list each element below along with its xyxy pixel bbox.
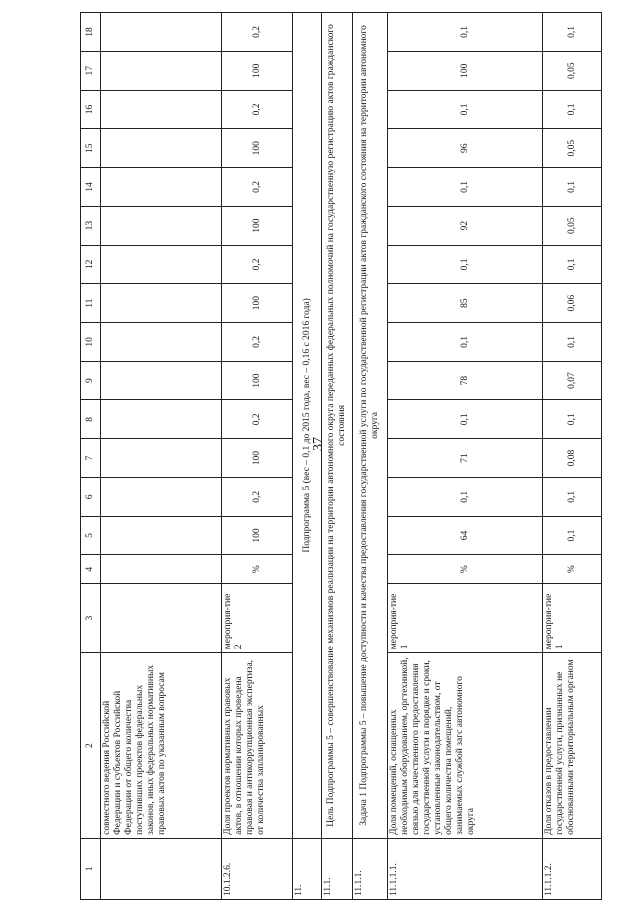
header-cell: 2	[81, 653, 101, 839]
subprogram-title: Подпрограмма 5 (вес – 0,1 до 2015 года, вес – 0,16 с 2016 года)	[293, 13, 322, 839]
header-cell: 17	[81, 51, 101, 90]
row-number: 11.	[293, 838, 322, 899]
value-cell: 92	[388, 206, 543, 245]
value-cell: 64	[388, 516, 543, 555]
indicator-name: совместного ведения Российской Федерации и субъектов Российской Федерации от общего количества поступивших проектов федеральных законов, иных федеральных нормативных правовых актов по указанным вопросам	[101, 653, 222, 839]
header-row	[81, 13, 101, 900]
value-cell: 71	[388, 439, 543, 478]
table-row-11	[293, 13, 322, 900]
value-cell: 100	[388, 51, 543, 90]
unit: %	[222, 555, 293, 584]
header-cell: 6	[81, 477, 101, 516]
value-cell: 0,2	[222, 477, 293, 516]
page-number: 37	[311, 437, 326, 451]
value-cell: 0,1	[543, 168, 602, 207]
table-row-10-1-2-6	[222, 13, 293, 900]
table-row-11-1-1-2	[543, 13, 602, 900]
value-cell: 0,1	[388, 323, 543, 362]
value-cell: 0,1	[543, 400, 602, 439]
header-cell: 4	[81, 555, 101, 584]
row-number	[101, 838, 222, 899]
value-cell: 0,2	[222, 400, 293, 439]
value-cell: 0,1	[388, 477, 543, 516]
table-row-continuation	[101, 13, 222, 900]
header-cell: 3	[81, 583, 101, 652]
value-cell: 0,1	[388, 168, 543, 207]
row-number: 10.1.2.6.	[222, 838, 293, 899]
value-cell: 0,05	[543, 129, 602, 168]
header-cell: 8	[81, 400, 101, 439]
value-cell: 100	[222, 439, 293, 478]
value-cell: 0,2	[222, 245, 293, 284]
value-cell: 78	[388, 361, 543, 400]
indicator-name: Доля помещений, оснащенных необходимым оборудованием, оргтехникой, связью для качественного предоставления государственной услуги в порядке и сроки, установленные законодательством, от общего количества помещений, занимаемых службой загс автономного округа	[388, 653, 543, 839]
value-cell: 0,05	[543, 206, 602, 245]
value-cell: 0,2	[222, 323, 293, 362]
header-cell: 5	[81, 516, 101, 555]
header-cell: 15	[81, 129, 101, 168]
header-cell: 13	[81, 206, 101, 245]
row-number: 11.1.1.2.	[543, 838, 602, 899]
value-cell: 0,07	[543, 361, 602, 400]
indicator-type: мероприя-тие 1	[388, 583, 543, 652]
value-cell: 100	[222, 516, 293, 555]
header-cell: 9	[81, 361, 101, 400]
unit: %	[388, 555, 543, 584]
value-cell: 0,1	[388, 400, 543, 439]
value-cell: 0,1	[543, 13, 602, 52]
header-cell: 14	[81, 168, 101, 207]
value-cell: 0,05	[543, 51, 602, 90]
unit: %	[543, 555, 602, 584]
indicator-type: мероприя-тие 1	[543, 583, 602, 652]
header-cell: 11	[81, 284, 101, 323]
value-cell: 100	[222, 129, 293, 168]
value-cell: 96	[388, 129, 543, 168]
indicator-type: мероприя-тие 2	[222, 583, 293, 652]
value-cell: 85	[388, 284, 543, 323]
value-cell: 0,2	[222, 90, 293, 129]
row-number: 11.1.	[322, 838, 353, 899]
indicators-table	[80, 12, 602, 900]
table-row-11-1-1-1	[388, 13, 543, 900]
value-cell: 100	[222, 361, 293, 400]
subprogram-goal: Цель Подпрограммы 5 – совершенствование механизмов реализации на территории автономного округа переданных федеральных полномочий на государственную регистрацию актов гражданского состояния	[322, 13, 353, 839]
value-cell: 0,1	[388, 90, 543, 129]
value-cell: 100	[222, 51, 293, 90]
value-cell: 0,2	[222, 168, 293, 207]
value-cell: 0,1	[543, 477, 602, 516]
header-cell: 18	[81, 13, 101, 52]
value-cell: 0,1	[388, 13, 543, 52]
value-cell: 100	[222, 284, 293, 323]
indicator-name: Доля отказов в предоставлении государственной услуги, признанных не обоснованными территориальным органом	[543, 653, 602, 839]
row-number: 11.1.1.1.	[388, 838, 543, 899]
header-cell: 1	[81, 838, 101, 899]
header-cell: 10	[81, 323, 101, 362]
value-cell: 0,1	[543, 90, 602, 129]
header-cell: 12	[81, 245, 101, 284]
value-cell: 0,1	[543, 323, 602, 362]
subprogram-task: Задача 1 Подпрограммы 5 – повышение доступности и качества предоставления государственной услуги по государственной регистрации актов гражданского состояния на территории автономного округа	[353, 13, 388, 839]
header-cell: 7	[81, 439, 101, 478]
rotated-table-container	[80, 12, 636, 900]
header-cell: 16	[81, 90, 101, 129]
value-cell: 0,1	[543, 245, 602, 284]
value-cell: 0,06	[543, 284, 602, 323]
indicator-name: Доля проектов нормативных правовых актов, в отношении которых проведена правовая и антикоррупционная экспертиза, от количества запланированных	[222, 653, 293, 839]
value-cell: 100	[222, 206, 293, 245]
row-number: 11.1.1.	[353, 838, 388, 899]
value-cell: 0,1	[543, 516, 602, 555]
value-cell: 0,2	[222, 13, 293, 52]
table-row-11-1-1	[353, 13, 388, 900]
value-cell: 0,1	[388, 245, 543, 284]
table-row-11-1	[322, 13, 353, 900]
value-cell: 0,08	[543, 439, 602, 478]
